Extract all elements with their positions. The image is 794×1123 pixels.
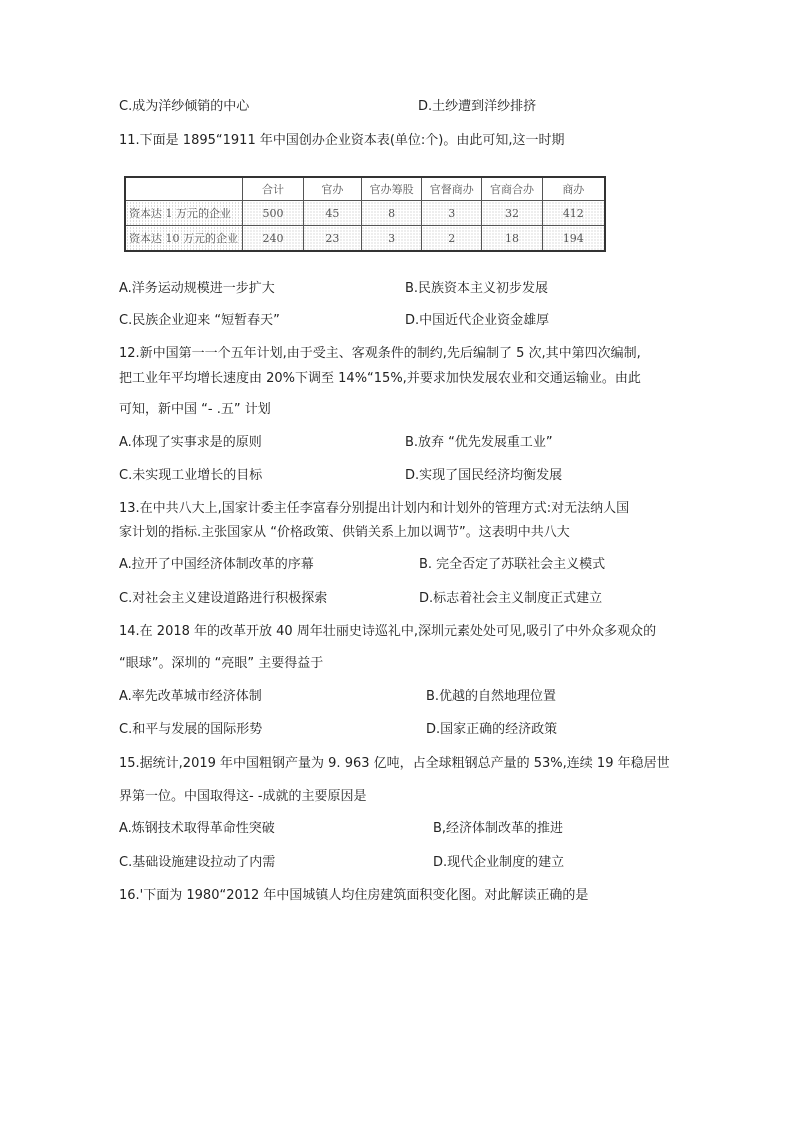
table-header-cell: [125, 177, 243, 201]
table-row-label: 资本达 10 万元的企业: [125, 226, 243, 252]
table-cell: 32: [482, 201, 542, 226]
q14-option-a: A.率先改革城市经济体制: [119, 689, 262, 704]
table-row: [125, 201, 605, 226]
q14-stem-line2: “眼球”。深圳的 “亮眼” 主要得益于: [119, 656, 324, 671]
q12-stem-line1: 12.新中国第一一个五年计划,由于受主、客观条件的制约,先后编制了 5 次,其中第四次编制,: [119, 346, 641, 361]
q10-option-c: C.成为洋纱倾销的中心: [119, 99, 250, 114]
table-row-label: 资本达 1 万元的企业: [125, 201, 243, 226]
table-cell: 2: [422, 226, 482, 252]
table-header-cell: 官办筹股: [361, 177, 421, 201]
table-cell: 3: [361, 226, 421, 252]
q11-option-c: C.民族企业迎来 “短暂春天”: [119, 313, 280, 328]
table-cell: 8: [361, 201, 421, 226]
q12-option-b: B.放弃 “优先发展重工业”: [405, 435, 553, 450]
q11-stem: 11.下面是 1895“1911 年中国创办企业资本表(单位:个)。由此可知,这一时期: [119, 133, 565, 148]
table-cell: 3: [422, 201, 482, 226]
q14-option-d: D.国家正确的经济政策: [426, 722, 558, 737]
q12-stem-line3: 可知，新中国 “- .五” 计划: [119, 402, 271, 417]
q15-stem-line2: 界第一位。中国取得这- -成就的主要原因是: [119, 789, 367, 804]
q14-stem-line1: 14.在 2018 年的改革开放 40 周年壮丽史诗巡礼中,深圳元素处处可见,吸引了中外众多观众的: [119, 624, 657, 639]
q13-option-a: A.拉开了中国经济体制改革的序幕: [119, 557, 314, 572]
q10-option-d: D.土纱遭到洋纱排挤: [418, 99, 537, 114]
capital-table: [124, 176, 606, 252]
table-cell: 240: [243, 226, 303, 252]
table-row: [125, 226, 605, 252]
q15-option-d: D.现代企业制度的建立: [433, 855, 565, 870]
table-cell: 194: [542, 226, 605, 252]
q15-option-a: A.炼钢技术取得革命性突破: [119, 821, 275, 836]
q15-option-b: B,经济体制改革的推进: [433, 821, 564, 836]
q12-option-c: C.未实现工业增长的目标: [119, 468, 263, 483]
q11-option-a: A.洋务运动规模进一步扩大: [119, 281, 275, 296]
q13-stem-line2: 家计划的指标.主张国家从 “价格政策、供销关系上加以调节”。这表明中共八大: [119, 525, 570, 540]
q16-stem: 16.'下面为 1980“2012 年中国城镇人均住房建筑面积变化图。对此解读正确的是: [119, 888, 589, 903]
q11-option-b: B.民族资本主义初步发展: [405, 281, 549, 296]
q13-option-c: C.对社会主义建设道路进行积极探索: [119, 591, 328, 606]
q11-option-d: D.中国近代企业资金雄厚: [405, 313, 550, 328]
table-header-cell: 官办: [303, 177, 361, 201]
table-header-cell: 合计: [243, 177, 303, 201]
table-header-row: [125, 177, 605, 201]
table-cell: 18: [482, 226, 542, 252]
q15-stem-line1: 15.据统计,2019 年中国粗钢产量为 9. 963 亿吨，占全球粗钢总产量的 53%,连续 19 年稳居世: [119, 756, 670, 771]
table-cell: 45: [303, 201, 361, 226]
table-cell: 500: [243, 201, 303, 226]
q14-option-c: C.和平与发展的国际形势: [119, 722, 263, 737]
q12-option-d: D.实现了国民经济均衡发展: [405, 468, 563, 483]
q12-option-a: A.体现了实事求是的原则: [119, 435, 262, 450]
q15-option-c: C.基础设施建设拉动了内需: [119, 855, 276, 870]
q13-stem-line1: 13.在中共八大上,国家计委主任李富春分别提出计划内和计划外的管理方式:对无法纳人国: [119, 501, 630, 516]
q13-option-b: B. 完全否定了苏联社会主义模式: [419, 557, 606, 572]
table-cell: 412: [542, 201, 605, 226]
table-header-cell: 官督商办: [422, 177, 482, 201]
table-header-cell: 商办: [542, 177, 605, 201]
q12-stem-line2: 把工业年平均增长速度由 20%下调至 14%“15%,并要求加快发展农业和交通运输业。由此: [119, 371, 641, 386]
table-header-cell: 官商合办: [482, 177, 542, 201]
q13-option-d: D.标志着社会主义制度正式建立: [419, 591, 603, 606]
q14-option-b: B.优越的自然地理位置: [426, 689, 557, 704]
table-cell: 23: [303, 226, 361, 252]
